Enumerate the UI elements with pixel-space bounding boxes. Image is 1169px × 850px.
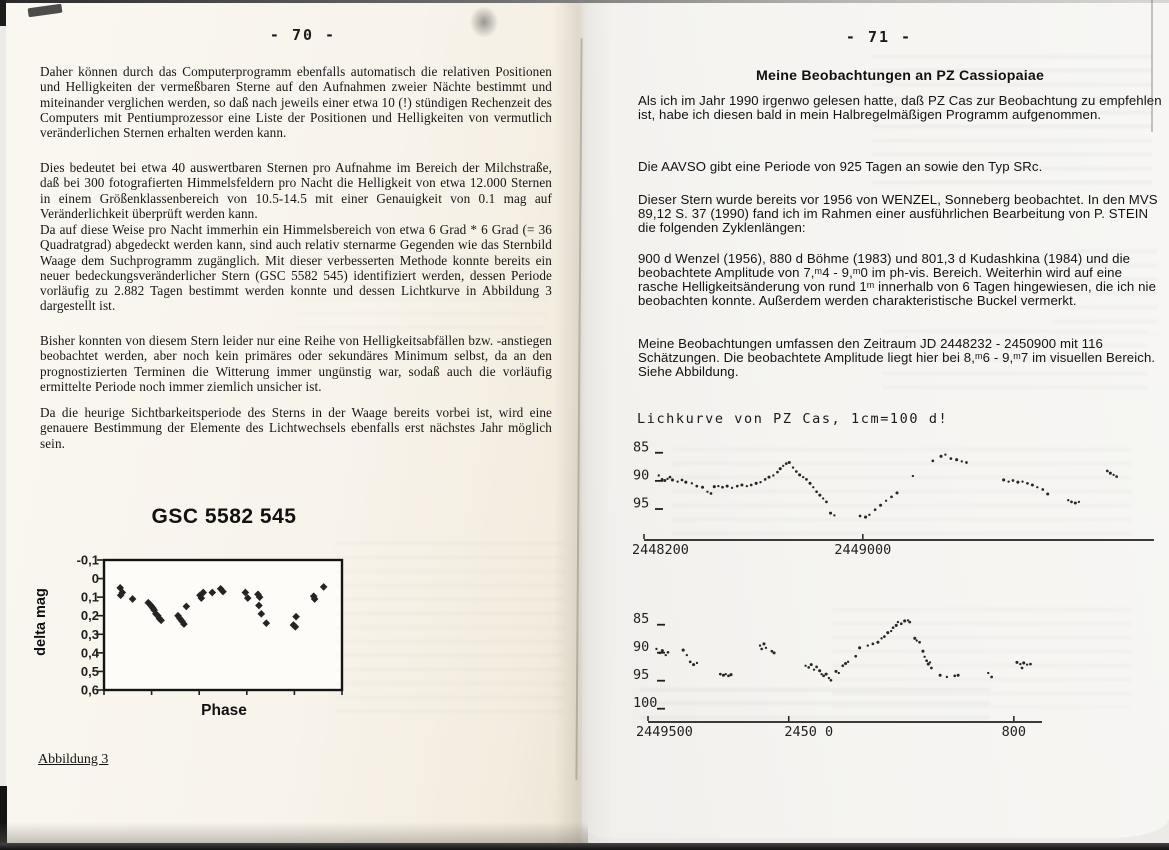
chart-canvas — [630, 598, 1160, 748]
right-page — [582, 0, 1169, 838]
svg-text:85: 85 — [633, 611, 650, 628]
svg-text:-0,1: -0,1 — [76, 552, 99, 568]
left-paragraph-4: Bisher konnten von diesem Stern leider nur eine Reihe von Helligkeitsabfällen bzw. -anstiegen beobachtet werden, aber noch kein primäres oder sekundäres Minimum selbst, da an den prognostizierten Terminen die Witterung immer ungünstig war, sodaß auch die vorläufig ermittelte Periode noch immer ziemlich unsicher ist. — [40, 333, 552, 394]
pz-cas-lightcurve-2 — [630, 598, 1160, 748]
right-paragraph-2: Die AAVSO gibt eine Periode von 925 Tagen an sowie den Typ SRc. — [638, 159, 1043, 174]
svg-text:0,2: 0,2 — [80, 608, 99, 624]
scan-shadow-bottom — [0, 822, 588, 843]
article-title: Meine Beobachtungen an PZ Cassiopaiae — [755, 68, 1045, 84]
svg-text:800: 800 — [1001, 724, 1027, 740]
svg-text:2450 0: 2450 0 — [784, 724, 834, 740]
svg-text:0,1: 0,1 — [80, 589, 99, 605]
svg-text:2449000: 2449000 — [834, 542, 892, 558]
right-paragraph-5: Meine Beobachtungen umfassen den Zeitraum JD 2448232 - 2450900 mit 116 Schätzungen. Die beobachtete Amplitude liegt hier bei 8,ᵐ6 - 9,ᵐ7 im visuellen Bereich. Siehe Abbildung. — [638, 336, 1156, 379]
svg-text:85: 85 — [633, 439, 650, 456]
right-page-number: - 71 - — [845, 28, 913, 46]
left-page-number: - 70 - — [269, 26, 337, 44]
right-paragraph-1: Als ich im Jahr 1990 irgenwo gelesen hatte, daß PZ Cas zur Beobachtung zu empfehlen ist, habe ich diesen bald in mein Halbregelmäßigen Programm aufgenommen. — [638, 93, 1162, 122]
left-paragraph-1: Daher können durch das Computerprogramm ebenfalls automatisch die relativen Positionen und Helligkeiten der vermeßbaren Sterne auf den Aufnahmen zweier Nächte bestimmt und miteinander verglichen werden, so daß nach jeweils einer etwa 10 (!) stündigen Rechenzeit des Computers mit Pentiumprozessor eine Liste der Positionen und Helligkeiten von vermutlich veränderlichen Sternen erhalten werden kann. — [40, 64, 552, 141]
svg-text:0,5: 0,5 — [80, 663, 99, 679]
gsc-chart-ylabel: delta mag — [33, 588, 49, 656]
gsc-chart-xlabel: Phase — [201, 702, 247, 719]
left-paragraph-5: Da die heurige Sichtbarkeitsperiode des Sterns in der Waage bereits vorbei ist, wird eine genauere Bestimmung der Elemente des Lichtwechsels ebenfalls erst nächstes Jahr möglich sein. — [40, 405, 552, 451]
svg-text:95: 95 — [633, 667, 650, 684]
pz-cas-lightcurve-1 — [630, 434, 1160, 559]
gsc-chart-title: GSC 5582 545 — [151, 505, 297, 528]
scan-smudge — [464, 0, 504, 44]
gsc-phase-scatter-chart — [58, 550, 348, 700]
left-paragraph-3: Da auf diese Weise pro Nacht immerhin ein Himmelsbereich von etwa 6 Grad * 6 Grad (= 36 Quadratgrad) abgedeckt werden kann, sind auch relativ sternarme Gegenden wie das Sternbild Waage dem Suchprogramm zugänglich. Mit dieser verbesserten Methode konnte bereits ein neuer bedeckungsveränderlicher Stern (GSC 5582 545) identifiziert werden, dessen Periode vorläufig zu 2.882 Tagen bestimmt werden konnte und dessen Lichtkurve in Abbildung 3 dargestellt ist. — [40, 222, 552, 314]
svg-text:0,3: 0,3 — [80, 626, 99, 642]
scan-bleedthrough-artifact — [336, 542, 566, 722]
right-paragraph-4: 900 d Wenzel (1956), 880 d Böhme (1983) und 801,3 d Kudashkina (1984) und die beobachtete Amplitude von 7,ᵐ4 - 9,ᵐ0 im ph-vis. Bereich. Weiterhin wird auf eine rasche Helligkeitsänderung von rund 1ᵐ innerhalb von 6 Tagen hingewiesen, die ich nie beobachten konnte. Außerdem werden charakteristische Buckel vermerkt. — [638, 251, 1156, 308]
svg-text:90: 90 — [633, 467, 650, 484]
svg-text:95: 95 — [633, 495, 650, 512]
svg-text:0,4: 0,4 — [80, 645, 99, 661]
svg-text:2449500: 2449500 — [636, 724, 693, 740]
chart-canvas — [630, 434, 1160, 559]
page-gutter-shadow — [554, 0, 612, 850]
left-page — [6, 2, 582, 843]
svg-text:90: 90 — [633, 639, 650, 656]
svg-text:100: 100 — [633, 695, 658, 712]
figure-3-caption: Abbildung 3 — [38, 752, 109, 767]
svg-text:2448200: 2448200 — [632, 542, 689, 558]
scan-edge-left-top — [0, 0, 6, 26]
chart-canvas — [58, 550, 348, 700]
svg-text:0,6: 0,6 — [80, 682, 99, 698]
lightcurve-caption: Lichkurve von PZ Cas, 1cm=100 d! — [637, 411, 949, 427]
right-paragraph-3: Dieser Stern wurde bereits vor 1956 von WENZEL, Sonneberg beobachtet. In den MVS 89,12 S. 37 (1990) fand ich im Rahmen einer ausführlichen Bearbeitung von P. STEIN die folgenden Zyklenlängen: — [638, 192, 1158, 235]
svg-text:0: 0 — [91, 571, 99, 587]
scan-edge-top — [0, 0, 1169, 3]
scan-edge-bottom — [0, 843, 1169, 850]
left-paragraph-2: Dies bedeutet bei etwa 40 auswertbaren Sternen pro Aufnahme im Bereich der Milchstraße, daß bei 300 fotografierten Himmelsfeldern pro Nacht die Helligkeit von etwa 12.000 Sternen in einem Größenklassenbereich von 10.5-14.5 mit einer Genauigkeit von 0.1 mag auf Veränderlichkeit überprüft werden kann. — [40, 160, 552, 221]
scan-edge-right — [1151, 0, 1153, 132]
